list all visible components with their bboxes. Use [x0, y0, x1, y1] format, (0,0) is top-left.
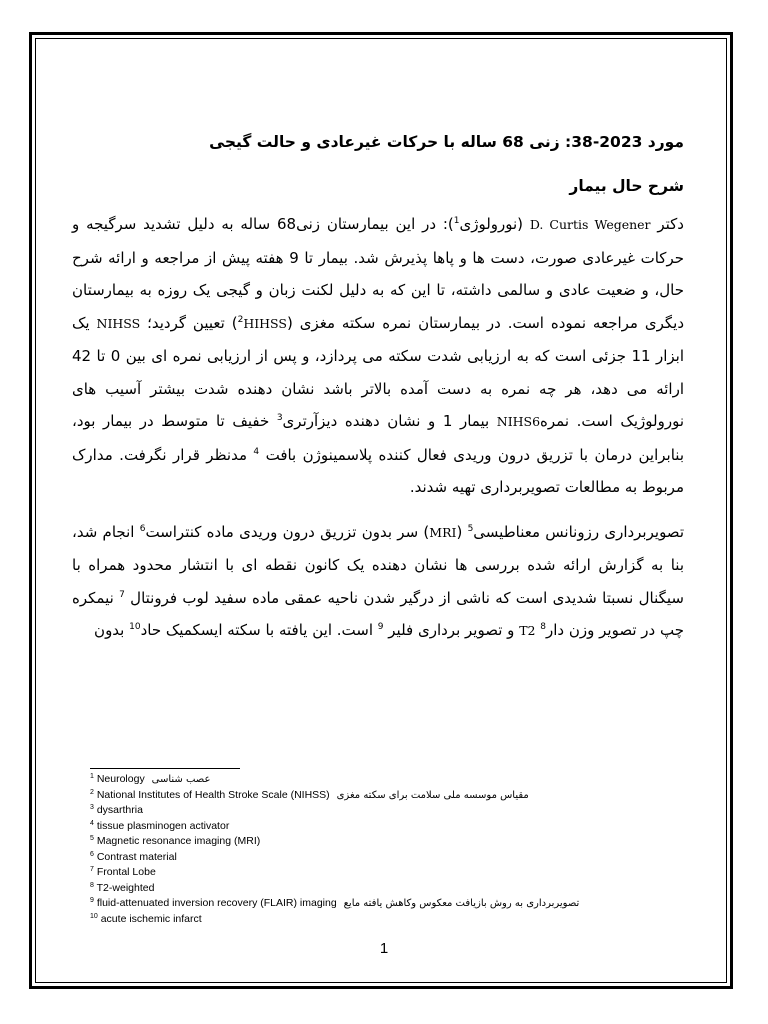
footnote-translation: تصویربرداری به روش بازیافت معکوس وکاهش یافته مایع [343, 898, 580, 909]
footnote-ref-2: 2 [237, 314, 244, 325]
footnote-text: fluid-attenuated inversion recovery (FLAIR) imaging [96, 897, 337, 909]
page-number: 1 [379, 940, 389, 957]
text-run: (نورولوژی [459, 215, 530, 233]
footnote-number: 2 [90, 788, 94, 796]
paragraph-2 [72, 516, 684, 648]
text-run: انجام شد، بنا به گزارش ارائه شده بررسی ها نشان دهنده یک کانون نقطه ای با انتشار محدود همراه با سیگنال نسبتا شدیدی است که ناشی از درگیر شدن ناحیه عمقی ماده سفید لوب فرونتال [72, 522, 684, 607]
footnotes [90, 768, 690, 927]
footnote [90, 912, 690, 928]
author-name: D. Curtis Wegener [529, 217, 651, 232]
text-run: و تصویر برداری فلیر [383, 621, 520, 639]
abbreviation: HIHSS [243, 315, 287, 331]
footnote-number: 7 [90, 866, 94, 873]
footnote-number: 6 [90, 850, 94, 858]
footnote-number: 10 [90, 912, 98, 920]
paragraph-1 [72, 208, 684, 504]
footnote [90, 803, 690, 819]
text-run: مدنظر قرار نگرفت. مدارک مربوط به مطالعات تصویربرداری تهیه شدند. [72, 445, 684, 496]
text-run: ) سر بدون تزریق درون وریدی ماده کنتراست [145, 522, 430, 541]
footnote-ref-6: 6 [139, 523, 146, 534]
footnote-translation: عصب شناسی [151, 774, 211, 785]
text-run: دکتر [650, 215, 684, 233]
section-heading: شرح حال بیمار [569, 177, 684, 195]
footnote [90, 772, 690, 788]
text-run: ( [456, 522, 468, 541]
footnote-ref-3: 3 [276, 413, 283, 423]
footnote [90, 850, 690, 866]
footnote-text: acute ischemic infarct [100, 912, 202, 925]
footnote-ref-7: 7 [119, 589, 125, 600]
footnote-ref-8: 8 [540, 622, 547, 632]
abbreviation: NIHS6 [496, 414, 541, 429]
footnote [90, 819, 690, 835]
footnote [90, 896, 690, 912]
footnote-text: Magnetic resonance imaging (MRI) [96, 835, 261, 847]
footnote-text: Frontal Lobe [96, 866, 156, 878]
footnote-text: tissue plasminogen activator [96, 819, 230, 832]
abbreviation: NIHSS [96, 315, 141, 331]
footnote-separator [90, 768, 240, 769]
text-run: نیمکره چپ در تصویر وزن دار [72, 588, 684, 639]
footnote-number: 9 [90, 897, 94, 904]
text-run: خفیف تا متوسط در بیمار بود، بنابراین درمان با تزریق درون وریدی فعال کننده پلاسمینوژن بافت [72, 412, 684, 464]
footnote-number: 1 [90, 773, 94, 780]
footnote-number: 8 [90, 881, 94, 889]
footnote [90, 788, 690, 804]
text-run: ) تعیین گردید؛ [140, 313, 238, 332]
footnote-text: T2-weighted [96, 881, 155, 894]
case-title: مورد 2023-38: زنی 68 ساله با حرکات غیرعادی و حالت گیجی [209, 133, 684, 151]
abbreviation: T2 [519, 623, 536, 638]
footnote-ref-9: 9 [377, 622, 384, 632]
footnote [90, 881, 690, 897]
text-run: بدون [94, 621, 130, 639]
abbreviation: MRI [429, 524, 457, 540]
footnote [90, 865, 690, 881]
footnote-number: 3 [90, 804, 94, 811]
footnote-ref-4: 4 [253, 446, 260, 457]
footnote-ref-5: 5 [467, 523, 474, 534]
footnote-text: Contrast material [96, 850, 177, 863]
footnote-number: 5 [90, 835, 94, 842]
text-run: است. این یافته با سکته ایسکمیک حاد [140, 621, 378, 639]
footnote [90, 834, 690, 850]
footnote-text: Neurology [96, 773, 145, 785]
text-run: بیمار 1 و نشان دهنده دیزآرتری [282, 412, 497, 430]
footnote-text: National Institutes of Health Stroke Scale (NIHSS) [96, 788, 330, 801]
footnote-ref-1: 1 [453, 216, 460, 226]
footnote-ref-10: 10 [129, 622, 141, 632]
footnote-number: 4 [90, 819, 94, 827]
text-run: تصویربرداری رزونانس معناطیسی [473, 522, 684, 541]
footnote-translation: مقیاس موسسه ملی سلامت برای سکته مغزی [336, 789, 529, 801]
text-run: ): در این بیمارستان زنی68 ساله به دلیل تشدید سرگیجه و حرکات غیرعادی صورت، دست ها و پاها پذیرش شد. بیمار تا 9 هفته پیش از مراجعه و ارائه شرح حال، و ضعیت عادی و سالمی داشته، تا این که به دلیل لکنت زبان و گیجی یک روزه به بیمارستان دیگری مراجعه نموده است. در بیمارستان نمره سکته مغزی ( [72, 215, 684, 332]
footnote-text: dysarthria [96, 804, 143, 816]
text-run: یک ابزار 11 جزئی است که به ارزیابی شدت سکته می پردازد، و پس از ارزیابی نمره ای بین 0 تا 42 ارائه می دهد، هر چه نمره به دست آمده بالاتر باشد نشان دهنده شدت بیشتر آسیب های نورولوژیک است. نمره [72, 313, 684, 430]
